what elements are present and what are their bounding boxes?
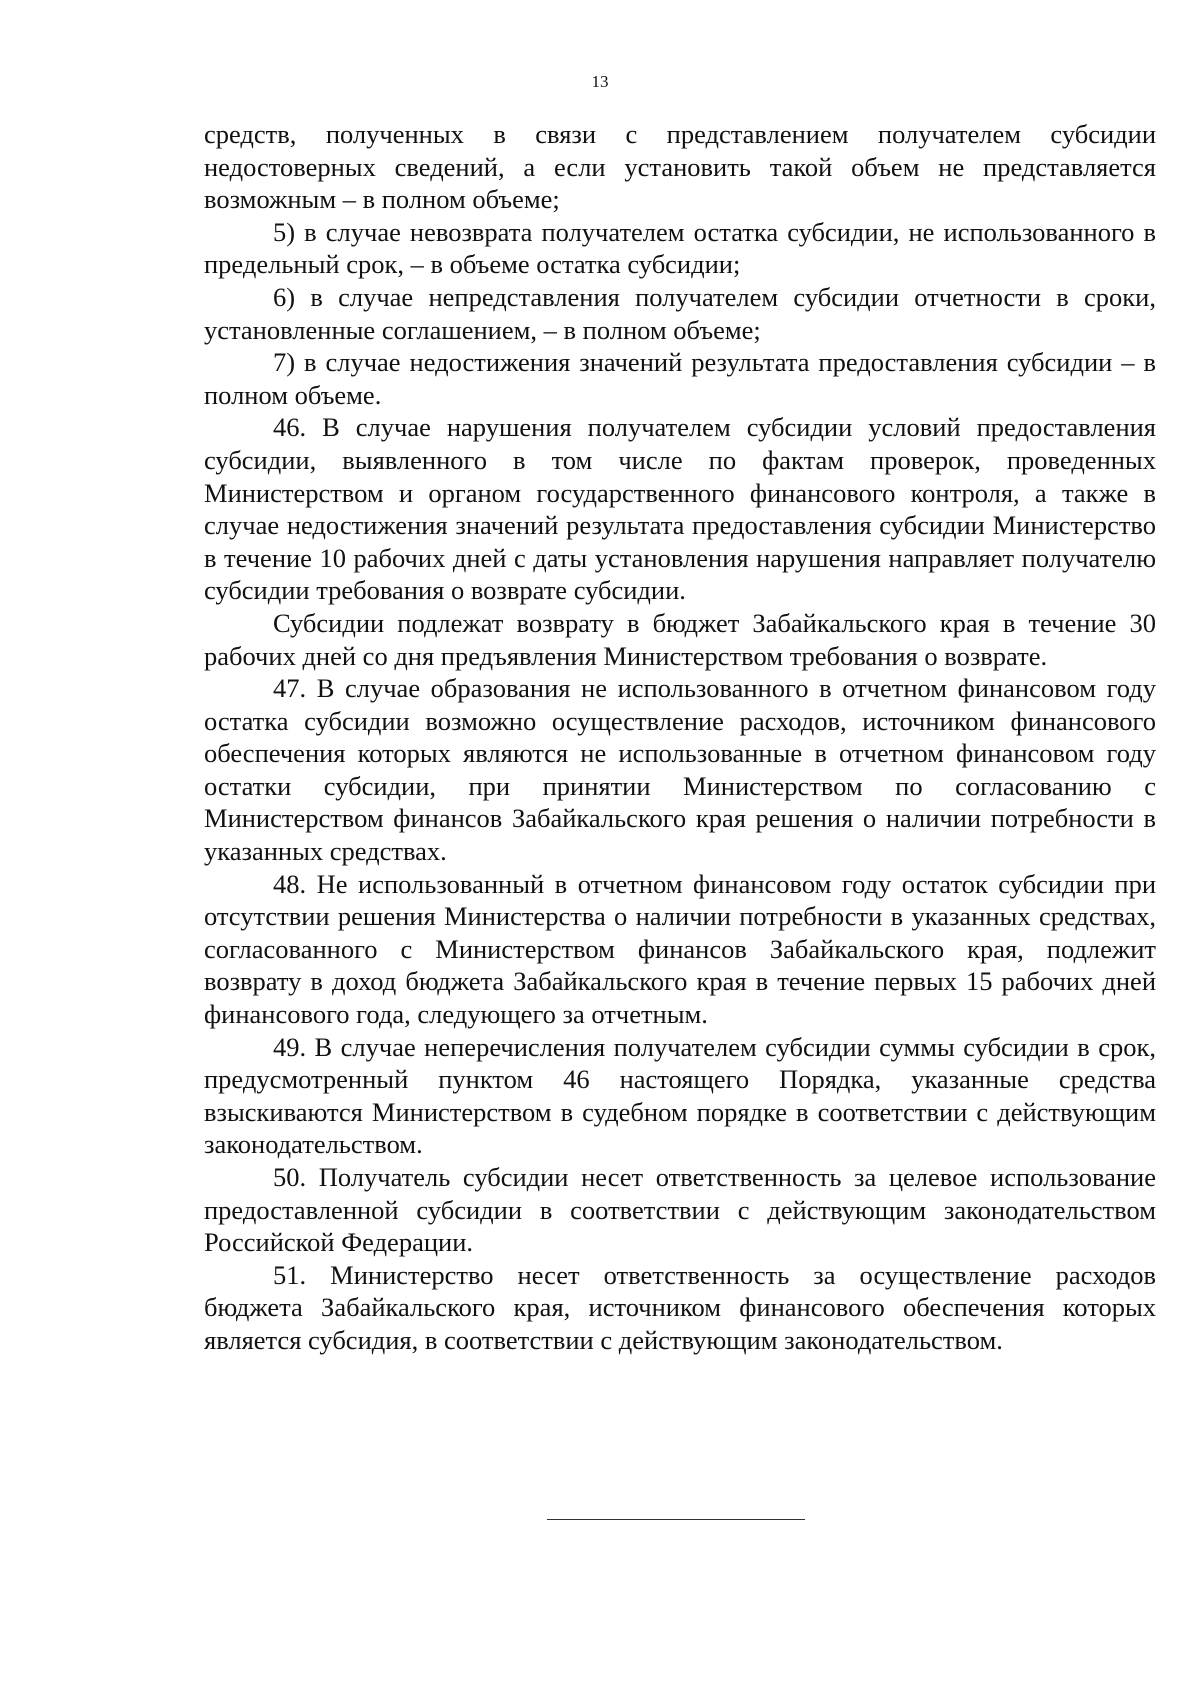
paragraph-49: 49. В случае неперечисления получателем субсидии суммы субсидии в срок, предусмотренный пунктом 46 настоящего Порядка, указанные средства взыскиваются Министерством в судебном порядке в соответствии с действующим законодательством. bbox=[204, 1031, 1156, 1160]
paragraph-item-6: 6) в случае непредставления получателем субсидии отчетности в сроки, установленные соглашением, – в полном объеме; bbox=[204, 281, 1156, 345]
paragraph-item-7: 7) в случае недостижения значений результата предоставления субсидии – в полном объеме. bbox=[204, 347, 1156, 410]
paragraph-46: 46. В случае нарушения получателем субсидии условий предоставления субсидии, выявленного в том числе по фактам проверок, проведенных Министерством и органом государственного финансового контроля, а также в случае недостижения значений результата предоставления субсидии Министерство в течение 10 рабочих дней с даты установления нарушения направляет получателю субсидии требования о возврате субсидии. bbox=[204, 412, 1156, 606]
paragraph-48: 48. Не использованный в отчетном финансовом году остаток субсидии при отсутствии решения Министерства о наличии потребности в указанных средствах, согласованного с Министерством финансов Забайкальского края, подлежит возврату в доход бюджета Забайкальского края в течение первых 15 рабочих дней финансового года, следующего за отчетным. bbox=[204, 868, 1156, 1030]
page-number: 13 bbox=[591, 72, 609, 91]
paragraph-51: 51. Министерство несет ответственность за осуществление расходов бюджета Забайкальского края, источником финансового обеспечения которых является субсидия, в соответствии с действующим законодательством. bbox=[204, 1259, 1156, 1355]
paragraph-50: 50. Получатель субсидии несет ответственность за целевое использование предоставленной субсидии в соответствии с действующим законодательством Российской Федерации. bbox=[204, 1162, 1156, 1258]
paragraph-continuation: средств, полученных в связи с представлением получателем субсидии недостоверных сведений, а если установить такой объем не представляется возможным – в полном объеме; bbox=[204, 119, 1156, 215]
document-body bbox=[204, 118, 1156, 1357]
paragraph-46-refund: Субсидии подлежат возврату в бюджет Забайкальского края в течение 30 рабочих дней со дня предъявления Министерством требования о возврате. bbox=[204, 607, 1156, 671]
paragraph-item-5: 5) в случае невозврата получателем остатка субсидии, не использованного в предельный срок, – в объеме остатка субсидии; bbox=[204, 216, 1156, 280]
end-of-document-rule bbox=[547, 1519, 805, 1520]
paragraph-47: 47. В случае образования не использованного в отчетном финансовом году остатка субсидии возможно осуществление расходов, источником финансового обеспечения которых являются не использованные в отчетном финансовом году остатки субсидии, при принятии Министерством по согласованию с Министерством финансов Забайкальского края решения о наличии потребности в указанных средствах. bbox=[204, 673, 1156, 867]
